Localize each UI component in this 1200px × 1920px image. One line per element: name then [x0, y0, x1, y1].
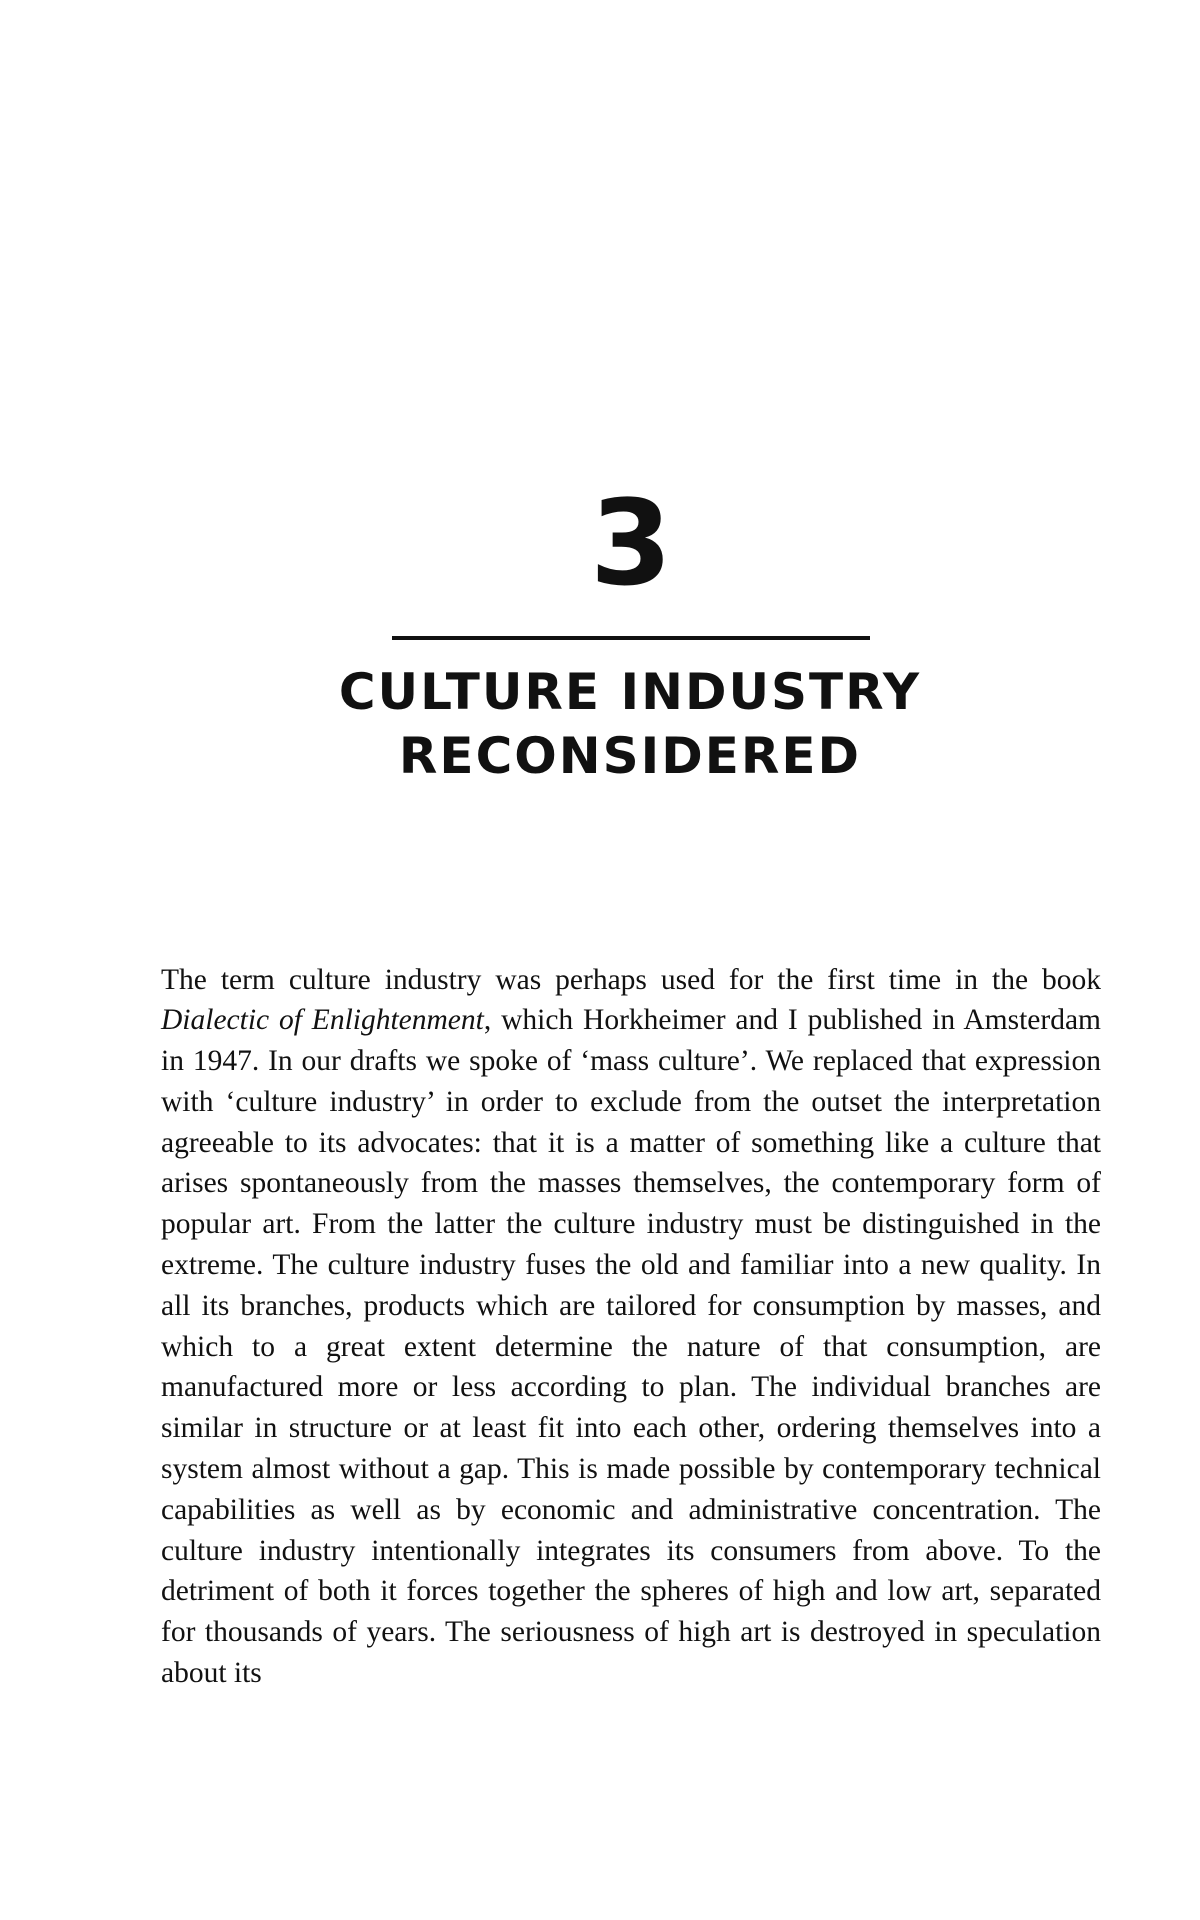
- body-text-part-1: The term culture industry was perhaps used for the first time in the book: [161, 963, 1101, 996]
- book-title-italic: Dialectic of Enlightenment: [161, 1004, 484, 1037]
- chapter-title-line-2: RECONSIDERED: [398, 727, 862, 785]
- body-paragraph: [161, 960, 1101, 1694]
- chapter-divider-rule: [392, 636, 870, 640]
- chapter-title: [0, 660, 1200, 788]
- body-text-part-2: , which Horkheimer and I published in Amsterdam in 1947. In our drafts we spoke of ‘mass culture’. We replaced that expression with ‘culture industry’ in order to exclude from the outset the interpretation agreeable to its advocates: that it is a matter of something like a culture that arises spontaneously from the masses themselves, the contemporary form of popular art. From the latter the culture industry must be distinguished in the extreme. The culture industry fuses the old and familiar into a new quality. In all its branches, products which are tailored for consumption by masses, and which to a great extent determine the nature of that consumption, are manufactured more or less according to plan. The individual branches are similar in structure or at least fit into each other, ordering themselves into a system almost without a gap. This is made possible by contemporary technical capabilities as well as by economic and administrative concentration. The culture industry intentionally integrates its consumers from above. To the detriment of both it forces together the spheres of high and low art, separated for thousands of years. The seriousness of high art is destroyed in speculation about its: [161, 1004, 1101, 1690]
- chapter-title-line-1: CULTURE INDUSTRY: [338, 663, 922, 721]
- chapter-number: 3: [589, 474, 671, 612]
